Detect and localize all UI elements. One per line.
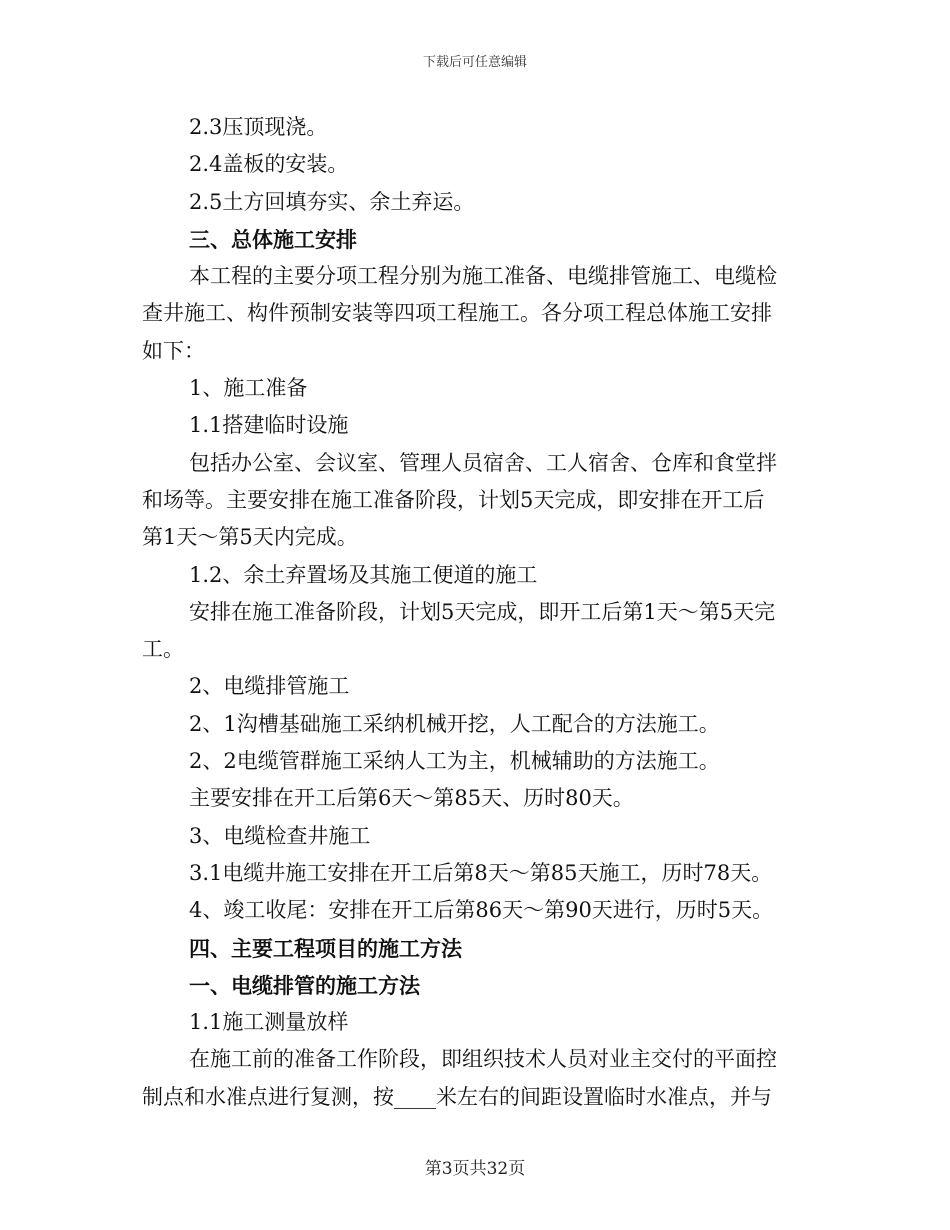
paragraph-line: 查井施工、构件预制安装等四项工程施工。各分项工程总体施工安排 (142, 301, 772, 326)
document-body (142, 109, 822, 1116)
section-2-2: 2、2电缆管群施工采纳人工为主，机械辅助的方法施工。 (189, 749, 720, 774)
subheading-inspection-well: 3、电缆检查井施工 (189, 823, 371, 848)
paragraph-line: 制点和水准点进行复测，按____米左右的间距设置临时水准点，并与 (142, 1084, 772, 1109)
subheading-cable-conduit: 2、电缆排管施工 (189, 674, 350, 699)
subheading-construction-prep: 1、施工准备 (189, 376, 308, 401)
paragraph-line: 包括办公室、会议室、管理人员宿舍、工人宿舍、仓库和食堂拌 (189, 450, 777, 475)
section-2-5: 2.5土方回填夯实、余土弃运。 (189, 189, 475, 214)
heading-cable-conduit-method: 一、电缆排管的施工方法 (189, 972, 420, 998)
page-header: 下载后可任意编辑 (422, 55, 527, 70)
section-4-completion: 4、竣工收尾：安排在开工后第86天～第90天进行，历时5天。 (189, 898, 774, 923)
heading-construction-methods: 四、主要工程项目的施工方法 (189, 935, 462, 961)
page-footer: 第3页共32页 (424, 1159, 526, 1179)
paragraph-line: 本工程的主要分项工程分别为施工准备、电缆排管施工、电缆检 (189, 264, 777, 289)
paragraph-line: 主要安排在开工后第6天～第85天、历时80天。 (189, 786, 634, 811)
subheading-spoil-site: 1.2、余土弃置场及其施工便道的施工 (189, 562, 538, 587)
section-2-4: 2.4盖板的安装。 (189, 152, 349, 177)
paragraph-line: 在施工前的准备工作阶段，即组织技术人员对业主交付的平面控 (189, 1047, 777, 1072)
subheading-survey-layout: 1.1施工测量放样 (189, 1010, 349, 1035)
paragraph-line: 如下： (142, 338, 205, 363)
section-2-1: 2、1沟槽基础施工采纳机械开挖，人工配合的方法施工。 (189, 711, 720, 736)
paragraph-line: 第1天～第5天内完成。 (142, 525, 358, 550)
paragraph-line: 工。 (142, 637, 184, 662)
subheading-temporary-facilities: 1.1搭建临时设施 (189, 413, 349, 438)
paragraph-line: 安排在施工准备阶段，计划5天完成，即开工后第1天～第5天完 (189, 599, 776, 624)
heading-overall-arrangement: 三、总体施工安排 (189, 226, 357, 252)
section-3-1: 3.1电缆井施工安排在开工后第8天～第85天施工，历时78天。 (189, 860, 773, 885)
section-2-3: 2.3压顶现浇。 (189, 115, 328, 139)
paragraph-line: 和场等。主要安排在施工准备阶段，计划5天完成，即安排在开工后 (142, 487, 765, 512)
